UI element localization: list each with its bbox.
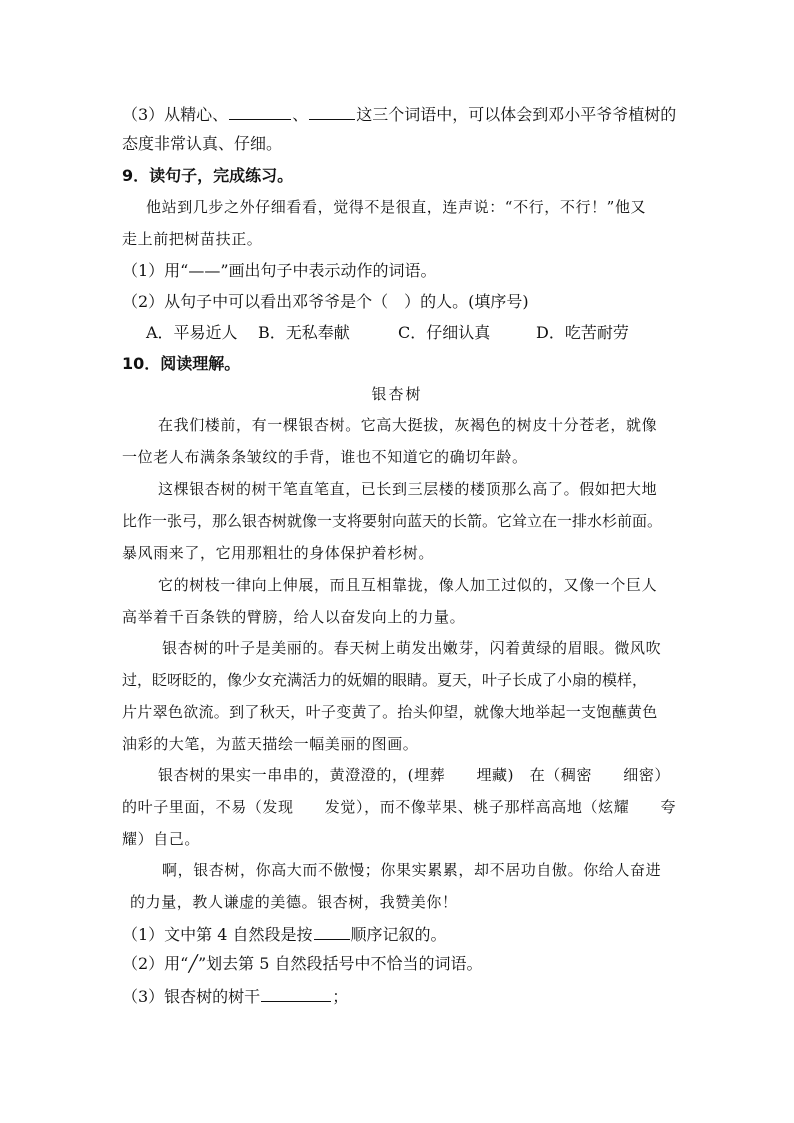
passage-line: 它的树枝一律向上伸展，而且互相靠拢，像人加工过似的，又像一个巨人	[158, 576, 658, 594]
passage-title: 银杏树	[371, 385, 423, 403]
passage-line: 银杏树的叶子是美丽的。春天树上萌发出嫩芽，闪着黄绿的眉眼。微风吹	[162, 639, 662, 657]
passage-line: 在我们楼前，有一棵银杏树。它高大挺拔，灰褐色的树皮十分苍老，就像	[158, 416, 658, 434]
passage-line: 比作一张弓，那么银杏树就像一支将要射向蓝天的长箭。它耸立在一排水杉前面。	[122, 512, 663, 530]
q10-sub1-text-1: （1）文中第 4 自然段是按	[122, 925, 313, 944]
passage-line: 一位老人布满条条皱纹的手背，谁也不知道它的确切年龄。	[122, 448, 528, 466]
passage-line: 暴风雨来了，它用那粗壮的身体保护着杉树。	[122, 544, 435, 562]
passage-line: 银杏树的果实一串串的，黄澄澄的，(埋葬 埋藏) 在（稠密 细密）	[158, 766, 671, 784]
passage-line: 片片翠色欲流。到了秋天，叶子变黄了。抬头仰望，就像大地举起一支饱蘸黄色	[122, 703, 658, 721]
q8-blank-1[interactable]	[229, 103, 291, 120]
q10-sub1	[122, 923, 447, 945]
q9-heading: 9．读句子，完成练习。	[122, 166, 294, 185]
q10-sub3	[122, 985, 348, 1007]
passage-line: 过，眨呀眨的，像少女充满活力的妩媚的眼睛。夏天，叶子长成了小扇的模样，	[122, 671, 648, 689]
q8-sub3-text-1: （3）从精心、	[122, 105, 229, 124]
q9-choice-c[interactable]: C．仔细认真	[398, 323, 491, 342]
q9-choice-a[interactable]: A．平易近人	[146, 323, 238, 342]
q10-heading: 10．阅读理解。	[122, 354, 241, 373]
passage-line: 油彩的大笔，为蓝天描绘一幅美丽的图画。	[122, 735, 419, 753]
q8-sub3-sep: 、	[292, 105, 309, 124]
q9-choice-b[interactable]: B．无私奉献	[258, 323, 350, 342]
q8-blank-2[interactable]	[309, 103, 355, 120]
passage-line: 啊，银杏树，你高大而不傲慢；你果实累累，却不居功自傲。你给人奋进	[162, 861, 662, 879]
passage-line: 高举着千百条铁的臂膀，给人以奋发向上的力量。	[122, 608, 466, 626]
q8-sub3-cont: 态度非常认真、仔细。	[122, 134, 283, 153]
q10-sub3-text-2: ；	[332, 987, 349, 1006]
q9-sentence-line-1: 他站到几步之外仔细看看，觉得不是很直，连声说：“不行，不行！”他又	[146, 198, 647, 216]
q10-sub3-text-1: （3）银杏树的树干	[122, 987, 261, 1006]
q10-sub1-text-2: 顺序记叙的。	[350, 925, 447, 944]
q9-choice-d[interactable]: D．吃苦耐劳	[536, 323, 629, 342]
passage-line: 的力量，教人谦虚的美德。银杏树，我赞美你！	[130, 893, 458, 911]
q10-sub1-blank[interactable]	[314, 923, 350, 940]
passage-line: 的叶子里面，不易（发现 发觉），而不像苹果、桃子那样高高地（炫耀 夸	[122, 798, 677, 816]
q9-sentence-line-2: 走上前把树苗扶正。	[122, 230, 263, 248]
q10-sub3-blank[interactable]	[261, 985, 331, 1002]
q8-sub3-text-2: 这三个词语中，可以体会到邓小平爷爷植树的	[356, 105, 677, 124]
passage-line: 耀）自己。	[122, 830, 201, 848]
q10-sub2: （2）用“╱”划去第 5 自然段括号中不恰当的词语。	[122, 954, 483, 973]
q8-sub3-line	[122, 103, 676, 125]
q9-sub1: （1）用“——”画出句子中表示动作的词语。	[122, 261, 437, 280]
passage-line: 这棵银杏树的树干笔直笔直，已长到三层楼的楼顶那么高了。假如把大地	[158, 480, 658, 498]
q9-sub2: （2）从句子中可以看出邓爷爷是个（ ）的人。(填序号)	[122, 292, 529, 311]
